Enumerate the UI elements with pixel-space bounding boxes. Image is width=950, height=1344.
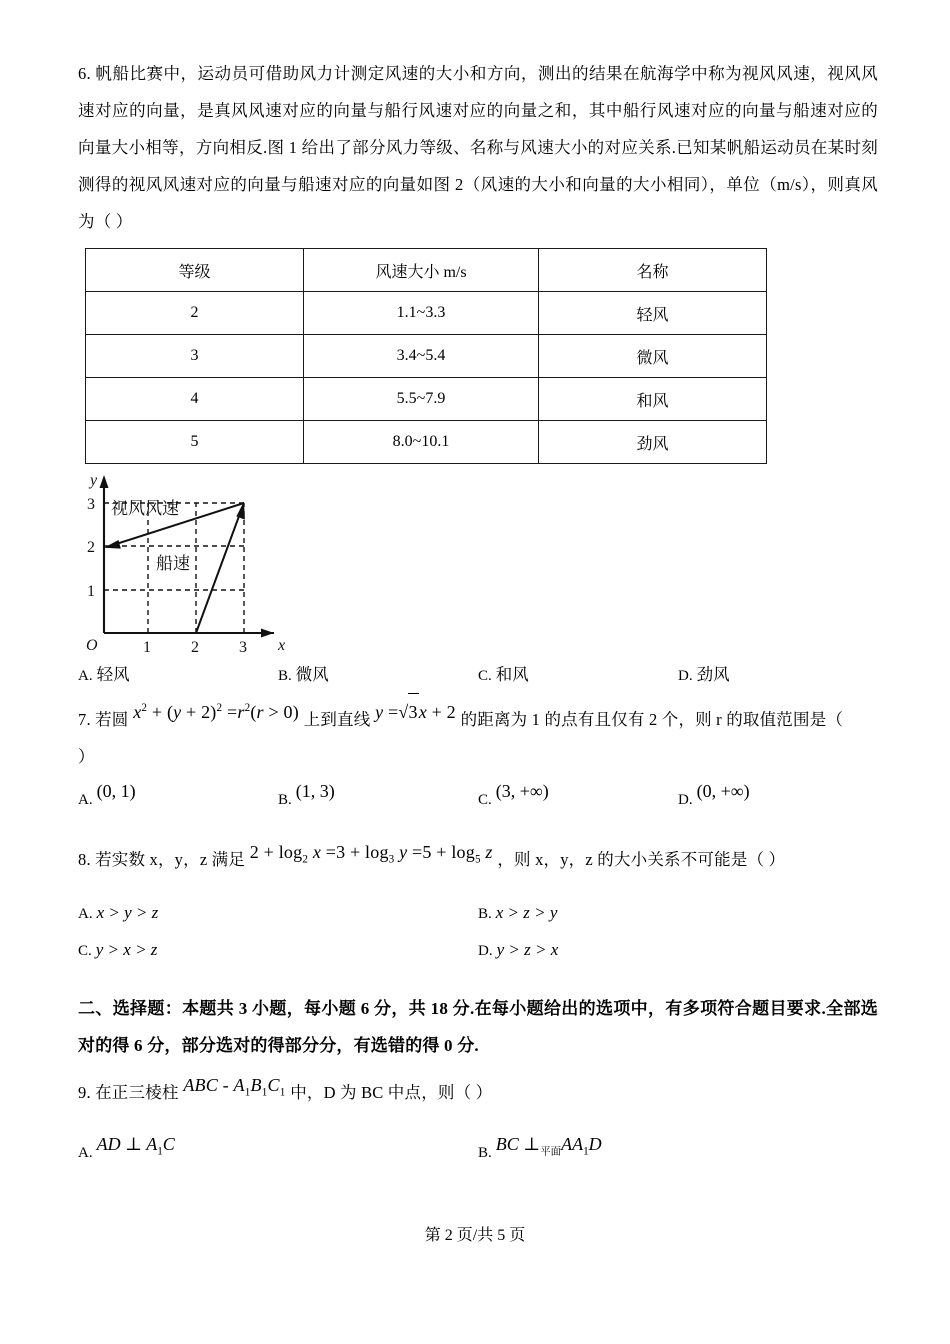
- wind-force-table: [85, 248, 767, 464]
- table-cell-speed: 3.4~5.4: [304, 335, 539, 378]
- option-c[interactable]: [78, 933, 478, 968]
- page-footer: 第 2 页/共 5 页: [424, 1227, 526, 1244]
- y-tick-label-3: 3: [87, 496, 95, 513]
- question-9-options: [78, 1134, 878, 1177]
- option-c-label: C.: [78, 942, 92, 959]
- table-row: [86, 292, 767, 335]
- question-6-options: [78, 658, 878, 693]
- origin-label: O: [86, 637, 98, 654]
- question-8-prefix: 8. 若实数 x，y，z 满足: [78, 850, 246, 869]
- x-tick-label-1: 1: [143, 639, 151, 656]
- table-cell-name: 劲风: [539, 421, 767, 464]
- option-a-label: A.: [78, 905, 93, 922]
- option-d-label: D.: [678, 668, 693, 684]
- table-header-cell-name: 名称: [539, 249, 767, 292]
- question-9-prism-notation: ABC - $A_1B_1C_1$: [183, 1074, 286, 1099]
- question-9-prefix: 9. 在正三棱柱: [78, 1082, 179, 1102]
- question-7-mid: 上到直线: [303, 710, 371, 729]
- option-b[interactable]: [278, 658, 478, 693]
- x-tick-label-3: 3: [239, 639, 247, 656]
- question-8-options-row-2: [78, 933, 878, 968]
- option-c-label: C.: [478, 792, 492, 808]
- table-cell-name: 和风: [539, 378, 767, 421]
- option-d-text: y > z > x: [496, 939, 559, 959]
- table-cell-speed: 1.1~3.3: [304, 292, 539, 335]
- question-9-tail: 中，D 为 BC 中点，则（ ）: [290, 1082, 493, 1102]
- option-a-text: AD ⊥ $A_1C$: [96, 1134, 175, 1158]
- x-tick-label-2: 2: [191, 639, 199, 656]
- vector-boat-speed-line: [196, 508, 242, 633]
- table-cell-grade: 4: [86, 378, 304, 421]
- table-cell-name: 轻风: [539, 292, 767, 335]
- vector-label-boat-speed: 船速: [156, 554, 190, 573]
- option-b[interactable]: [278, 781, 478, 817]
- option-d-text: (0, +∞): [696, 781, 750, 801]
- question-7-tail: 的距离为 1 的点有且仅有 2 个，则 r 的取值范围是（: [460, 710, 844, 729]
- option-c-text: (3, +∞): [495, 781, 549, 801]
- option-a-label: A.: [78, 792, 93, 808]
- vector-diagram-svg: [78, 456, 378, 656]
- option-b[interactable]: [478, 1134, 878, 1177]
- question-7-options: [78, 781, 878, 817]
- option-a-label: A.: [78, 1145, 93, 1162]
- table-cell-speed: 5.5~7.9: [304, 378, 539, 421]
- y-tick-label-2: 2: [87, 539, 95, 556]
- question-8-stem: [78, 841, 878, 886]
- vector-apparent-wind-arrowhead: [104, 540, 121, 549]
- option-a-text: x > y > z: [96, 902, 159, 922]
- option-b-label: B.: [478, 1145, 492, 1162]
- option-d-label: D.: [478, 942, 493, 959]
- vector-label-apparent-wind: 视风风速: [111, 499, 179, 518]
- table-cell-name: 微风: [539, 335, 767, 378]
- option-d[interactable]: [678, 781, 878, 817]
- option-b-text: (1, 3): [295, 781, 335, 801]
- page-content: [78, 55, 878, 1177]
- option-c-text: y > x > z: [95, 939, 158, 959]
- question-7-circle-equation: $x^2 + (y + 2)^2 =r^2(r > 0)$: [133, 702, 299, 722]
- question-8-equation: $2 + \log_2 x =3 + \log_3 y =5 + \log_5 z$: [249, 842, 493, 866]
- section-2-heading: 二、选择题：本题共 3 小题，每小题 6 分，共 18 分.在每小题给出的选项中，有多项符合题目要求.全部选对的得 6 分，部分选对的得部分分，有选错的得 0 分.: [78, 998, 878, 1055]
- x-axis-label: x: [278, 637, 286, 654]
- table-cell-grade: 5: [86, 421, 304, 464]
- question-8-tail: ，则 x，y，z 的大小关系不可能是（ ）: [497, 850, 786, 869]
- table-header-cell-grade: 等级: [86, 249, 304, 292]
- y-axis-arrowhead: [100, 475, 109, 488]
- spacer: [78, 817, 878, 825]
- option-c[interactable]: [478, 658, 678, 693]
- option-a[interactable]: [78, 1134, 478, 1177]
- question-8-options-row-1: [78, 896, 878, 931]
- option-c-text: 和风: [495, 665, 529, 684]
- option-a[interactable]: [78, 781, 278, 817]
- option-d[interactable]: [478, 933, 878, 968]
- option-b[interactable]: [478, 896, 878, 931]
- option-d-label: D.: [678, 792, 693, 808]
- option-d-text: 劲风: [696, 665, 730, 684]
- table-row: [86, 335, 767, 378]
- x-axis-arrowhead: [261, 629, 274, 638]
- option-a-text: 轻风: [96, 665, 130, 684]
- question-6-stem: 6. 帆船比赛中，运动员可借助风力计测定风速的大小和方向，测出的结果在航海学中称为视风风速，视风风速对应的向量，是真风风速对应的向量与船行风速对应的向量之和，其中船行风速对应的向量与船速对应的向量大小相等，方向相反.图 1 给出了部分风力等级、名称与风速大小的对应关系.已知某帆船运动员在某时刻测得的视风风速对应的向量与船速对应的向量如图 2（风速的大小和向量的大小相同），单位（m/s），则真风为（ ）: [78, 64, 878, 231]
- table-cell-grade: 3: [86, 335, 304, 378]
- option-d[interactable]: [678, 658, 878, 693]
- question-7-tail2: ）: [78, 747, 95, 766]
- question-9-stem: [78, 1074, 878, 1119]
- vector-diagram-figure: [78, 456, 378, 656]
- option-b-label: B.: [278, 792, 292, 808]
- option-a-label: A.: [78, 668, 93, 684]
- y-axis-label: y: [90, 472, 98, 489]
- option-c[interactable]: [478, 781, 678, 817]
- option-a[interactable]: [78, 896, 478, 931]
- option-b-text: x > z > y: [495, 902, 558, 922]
- table-header-cell-speed: 风速大小 m/s: [304, 249, 539, 292]
- question-7-line-equation: y =√3x + 2: [370, 702, 460, 722]
- question-7-stem: [78, 697, 878, 738]
- option-a-text: (0, 1): [96, 781, 136, 801]
- question-7-prefix: 7. 若圆: [78, 710, 129, 729]
- option-a[interactable]: [78, 658, 278, 693]
- option-c-label: C.: [478, 668, 492, 684]
- option-b-text: 微风: [295, 665, 329, 684]
- option-b-text: BC $\perp_{平面}AA_1D$: [495, 1134, 602, 1158]
- y-tick-label-1: 1: [87, 583, 95, 600]
- option-b-label: B.: [278, 668, 292, 684]
- table-cell-grade: 2: [86, 292, 304, 335]
- table-row: [86, 378, 767, 421]
- option-b-label: B.: [478, 905, 492, 922]
- table-cell-speed: 8.0~10.1: [304, 421, 539, 464]
- table-header-row: [86, 249, 767, 292]
